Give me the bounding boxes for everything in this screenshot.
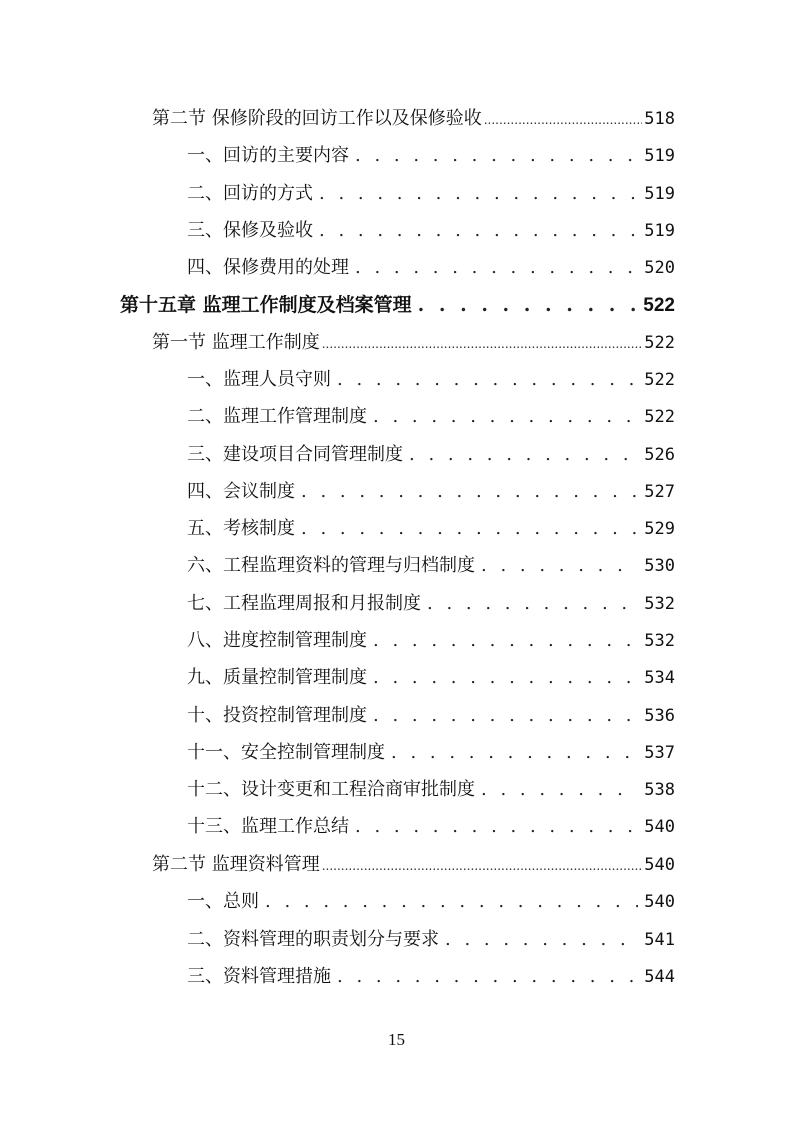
toc-entry-title: 六、工程监理资料的管理与归档制度 — [187, 555, 475, 576]
dot-leader — [319, 180, 638, 208]
dot-leader — [301, 478, 638, 506]
toc-entry-item[interactable] — [187, 926, 675, 954]
toc-entry-page: 540 — [644, 817, 675, 837]
dot-leader — [322, 329, 643, 358]
dot-leader — [418, 291, 638, 319]
toc-entry-title: 八、进度控制管理制度 — [187, 630, 367, 651]
toc-entry-title: 四、会议制度 — [187, 481, 295, 502]
toc-entry-chapter[interactable] — [120, 291, 675, 319]
toc-entry-page: 526 — [644, 445, 675, 465]
toc-entry-item[interactable] — [187, 664, 675, 692]
dot-leader — [322, 851, 643, 880]
toc-entry-title: 十三、监理工作总结 — [187, 816, 349, 837]
dot-leader — [409, 441, 638, 469]
toc-entry-item[interactable] — [187, 217, 675, 245]
toc-entry-item[interactable] — [187, 739, 675, 767]
toc-entry-page: 522 — [644, 333, 675, 353]
toc-entry-page: 544 — [644, 967, 675, 987]
toc-entry-page: 519 — [644, 184, 675, 204]
dot-leader — [445, 926, 638, 954]
dot-leader — [481, 552, 638, 580]
toc-entry-title: 三、保修及验收 — [187, 220, 313, 241]
toc-entry-title: 十、投资控制管理制度 — [187, 705, 367, 726]
toc-entry-title: 第二节 监理资料管理 — [152, 854, 320, 875]
toc-entry-page: 541 — [644, 930, 675, 950]
toc-entry-title: 三、资料管理措施 — [187, 966, 331, 987]
toc-entry-item[interactable] — [187, 515, 675, 543]
dot-leader — [427, 590, 638, 618]
dot-leader — [373, 664, 638, 692]
toc-entry-page: 536 — [644, 706, 675, 726]
toc-entry-item[interactable] — [187, 776, 675, 804]
toc-entry-title: 第二节 保修阶段的回访工作以及保修验收 — [152, 108, 482, 129]
toc-entry-item[interactable] — [187, 552, 675, 580]
toc-entry-title: 十一、安全控制管理制度 — [187, 742, 385, 763]
dot-leader — [481, 776, 638, 804]
dot-leader — [319, 217, 638, 245]
toc-entry-page: 519 — [644, 221, 675, 241]
toc-entry-title: 一、监理人员守则 — [187, 369, 331, 390]
toc-entry-title: 二、回访的方式 — [187, 183, 313, 204]
toc-entry-item[interactable] — [187, 142, 675, 170]
toc-entry-title: 第十五章 监理工作制度及档案管理 — [120, 294, 412, 316]
toc-entry-title: 五、考核制度 — [187, 518, 295, 539]
toc-entry-item[interactable] — [187, 441, 675, 469]
toc-entry-title: 第一节 监理工作制度 — [152, 332, 320, 353]
toc-entry-title: 三、建设项目合同管理制度 — [187, 444, 403, 465]
toc-entry-page: 522 — [643, 295, 675, 316]
toc-entry-page: 532 — [644, 594, 675, 614]
dot-leader — [337, 963, 638, 991]
toc-entry-title: 一、回访的主要内容 — [187, 145, 349, 166]
toc-entry-item[interactable] — [187, 180, 675, 208]
toc-entry-item[interactable] — [187, 254, 675, 282]
toc-entry-page: 538 — [644, 780, 675, 800]
dot-leader — [373, 403, 638, 431]
toc-entry-title: 四、保修费用的处理 — [187, 257, 349, 278]
toc-entry-title: 二、资料管理的职责划分与要求 — [187, 929, 439, 950]
dot-leader — [484, 105, 643, 134]
toc-entry-section[interactable] — [152, 851, 675, 879]
toc-entry-page: 527 — [644, 482, 675, 502]
toc-entry-item[interactable] — [187, 366, 675, 394]
dot-leader — [301, 515, 638, 543]
toc-entry-page: 522 — [644, 370, 675, 390]
toc-entry-item[interactable] — [187, 963, 675, 991]
dot-leader — [337, 366, 638, 394]
toc-entry-page: 540 — [644, 892, 675, 912]
toc-entry-section[interactable] — [152, 105, 675, 133]
toc-entry-item[interactable] — [187, 478, 675, 506]
toc-entry-section[interactable] — [152, 329, 675, 357]
dot-leader — [355, 142, 638, 170]
toc-entry-page: 520 — [644, 258, 675, 278]
toc-entry-item[interactable] — [187, 590, 675, 618]
toc-entry-page: 540 — [644, 855, 675, 875]
toc-entry-page: 522 — [644, 407, 675, 427]
toc-entry-page: 518 — [644, 109, 675, 129]
toc-entry-item[interactable] — [187, 403, 675, 431]
toc-entry-title: 九、质量控制管理制度 — [187, 667, 367, 688]
dot-leader — [373, 702, 638, 730]
dot-leader — [355, 254, 638, 282]
page-number: 15 — [388, 1030, 405, 1049]
toc-entry-page: 532 — [644, 631, 675, 651]
toc-entry-page: 519 — [644, 146, 675, 166]
dot-leader — [373, 627, 638, 655]
dot-leader — [265, 888, 638, 916]
toc-entry-item[interactable] — [187, 627, 675, 655]
toc-entry-title: 一、总则 — [187, 891, 259, 912]
toc-entry-title: 十二、设计变更和工程洽商审批制度 — [187, 779, 475, 800]
toc-entry-item[interactable] — [187, 888, 675, 916]
toc-entry-item[interactable] — [187, 813, 675, 841]
toc-entry-page: 534 — [644, 668, 675, 688]
toc-entry-title: 七、工程监理周报和月报制度 — [187, 593, 421, 614]
dot-leader — [355, 813, 638, 841]
toc-entry-item[interactable] — [187, 702, 675, 730]
toc-entry-page: 537 — [644, 743, 675, 763]
dot-leader — [391, 739, 638, 767]
toc-entry-page: 529 — [644, 519, 675, 539]
toc-entry-title: 二、监理工作管理制度 — [187, 406, 367, 427]
toc-entry-page: 530 — [644, 556, 675, 576]
